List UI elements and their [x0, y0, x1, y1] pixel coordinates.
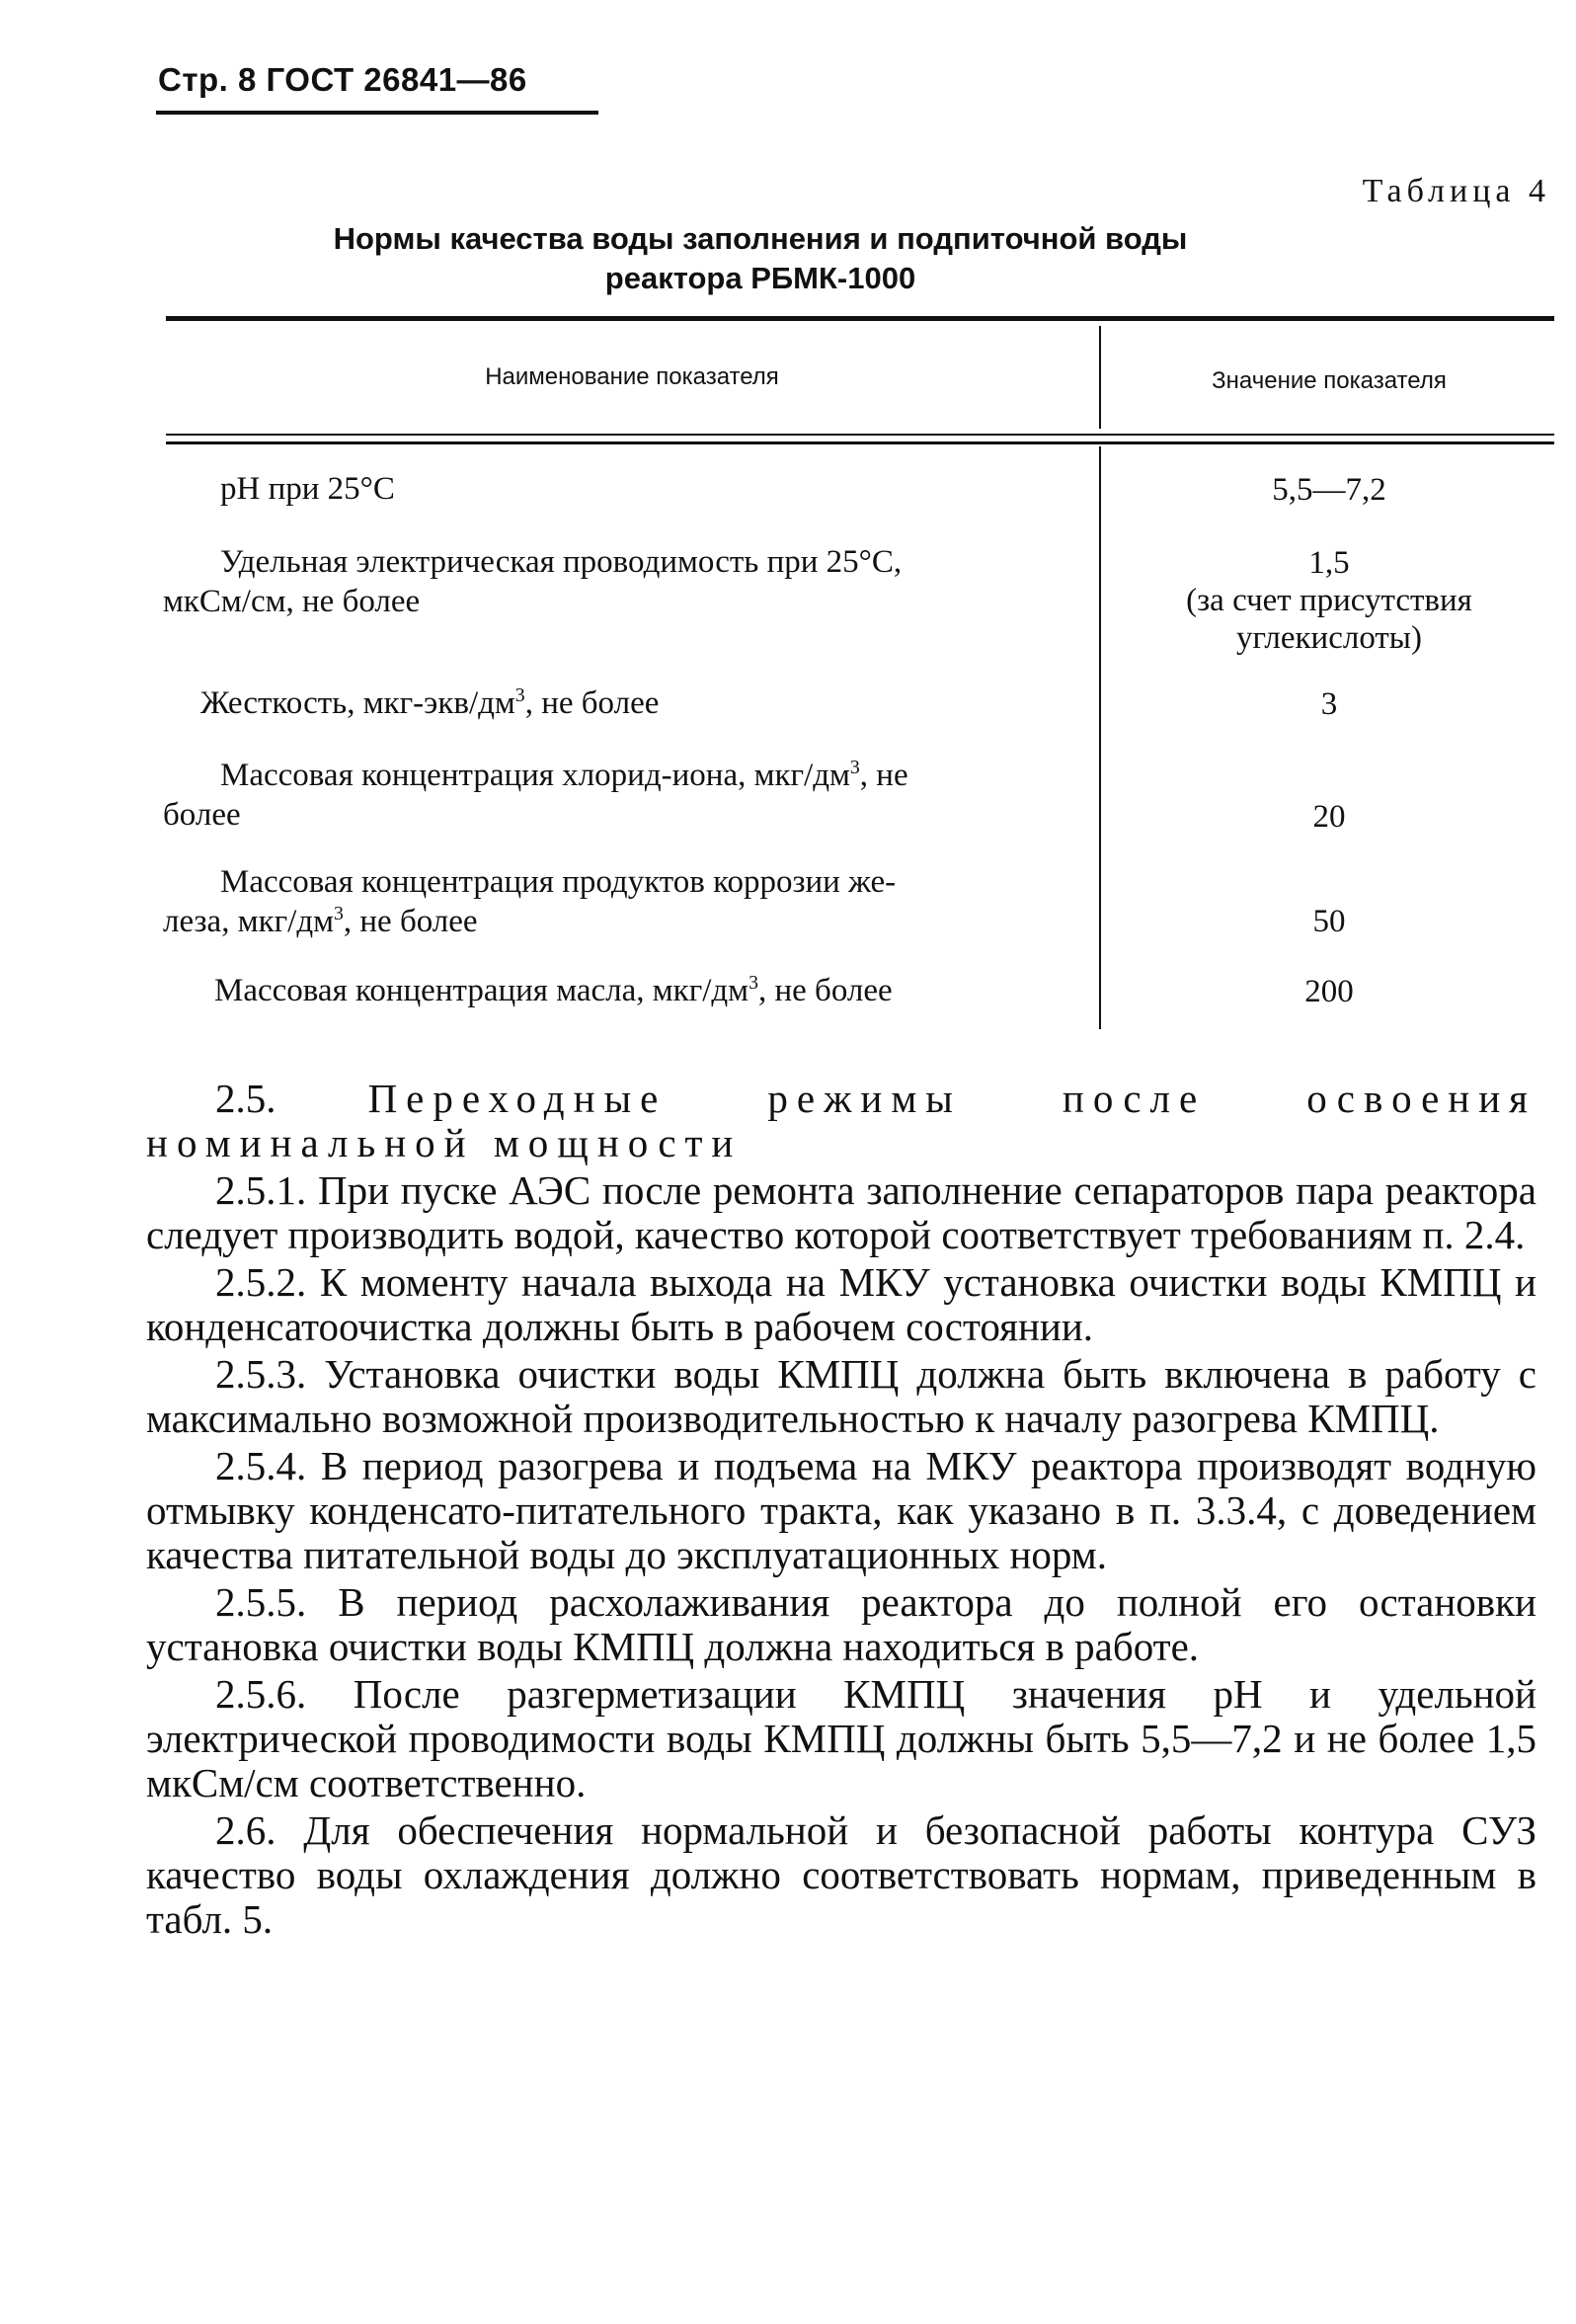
table-row-name	[163, 683, 1069, 723]
section-body	[146, 1077, 1537, 1945]
table-row-name	[163, 971, 1069, 1010]
row-2-value-line-1: 1,5	[1308, 545, 1350, 581]
page-header: Стр. 8 ГОСТ 26841—86	[158, 61, 527, 98]
paragraph-2-5-4: 2.5.4. В период разогрева и подъема на МКУ реактора производят водную отмывку конденсато-питательного тракта, как указано в п. 3.3.4, с доведением качества питательной воды до эксплуатационных норм.	[146, 1443, 1537, 1577]
row-5-name-line-1: Массовая концентрация продуктов коррозии же-	[220, 864, 897, 900]
body-column-divider	[1099, 446, 1101, 1029]
table-row-value	[1104, 471, 1554, 509]
paragraph-2-6: 2.6. Для обеспечения нормальной и безопасной работы контура СУЗ качество воды охлаждения должно соответствовать нормам, приведенным в табл. 5.	[146, 1807, 1537, 1942]
table-title-line-2: реактора РБМК-1000	[604, 261, 916, 295]
row-2-name-line-2: мкСм/см, не более	[163, 584, 421, 619]
table-row-value	[1104, 544, 1554, 657]
row-5-value: 50	[1312, 904, 1346, 939]
table-label: Таблица 4	[1362, 173, 1550, 209]
row-6-superscript: 3	[749, 972, 758, 994]
section-heading-text: Переходные режимы после освоения номинальной мощности	[146, 1076, 1537, 1165]
header-underline	[156, 111, 598, 115]
row-2-name-line-1: Удельная электрическая проводимость при 25°С,	[220, 544, 903, 580]
table-row-name	[163, 756, 1069, 835]
table-top-rule	[166, 316, 1554, 321]
table-row-value	[1104, 685, 1554, 723]
table-row-name	[163, 542, 1069, 621]
paragraph-2-5-5: 2.5.5. В период расхолаживания реактора до полной его остановки установка очистки воды КМПЦ должна находиться в работе.	[146, 1579, 1537, 1669]
row-2-value-line-3: углекислоты)	[1236, 620, 1422, 656]
row-5-name-line-2: леза, мкг/$дм^3$, не более	[163, 903, 478, 939]
row-3-superscript: 3	[514, 684, 525, 706]
table-row-value	[1104, 798, 1554, 836]
paragraph-2-5-6: 2.5.6. После разгерметизации КМПЦ значения pH и удельной электрической проводимости воды КМПЦ должны быть 5,5—7,2 и не более 1,5 мкСм/см соответственно.	[146, 1671, 1537, 1805]
row-2-value-line-2: (за счет присутствия	[1186, 583, 1472, 618]
table-title	[158, 219, 1363, 298]
column-header-value: Значение показателя	[1212, 367, 1447, 394]
table-row-value	[1104, 903, 1554, 940]
paragraph-2-5-1: 2.5.1. При пуске АЭС после ремонта заполнение сепараторов пара реактора следует производить водой, качество которой соответствует требованиям п. 2.4.	[146, 1167, 1537, 1257]
row-1-name: pH при 25°C	[220, 471, 395, 507]
row-3-name: Жесткость, мкг-экв/дм	[200, 685, 515, 721]
column-header-name: Наименование показателя	[485, 363, 779, 390]
paragraph-2-5-3: 2.5.3. Установка очистки воды КМПЦ должна быть включена в работу с максимально возможной производительностью к началу разогрева КМПЦ.	[146, 1351, 1537, 1441]
section-heading	[146, 1077, 1537, 1165]
header-double-rule-bottom	[166, 441, 1554, 444]
row-1-value: 5,5—7,2	[1272, 472, 1386, 508]
header-column-divider	[1099, 326, 1101, 429]
row-4-name-line-1: Массовая концентрация хлорид-иона, мкг/$дм^3$, не	[220, 757, 908, 793]
row-6-value: 200	[1304, 974, 1354, 1009]
row-4-name-line-2: более	[163, 797, 241, 833]
row-4-value: 20	[1312, 799, 1346, 835]
row-3-name-tail: , не более	[524, 685, 660, 721]
row-6-name-tail: , не более	[757, 973, 893, 1008]
table-title-line-1: Нормы качества воды заполнения и подпиточной воды	[333, 221, 1188, 256]
row-3-value: 3	[1320, 686, 1338, 722]
row-6-name: Массовая концентрация масла, мкг/дм	[214, 973, 749, 1008]
table-row-name	[163, 862, 1069, 941]
paragraph-2-5-2: 2.5.2. К моменту начала выхода на МКУ установка очистки воды КМПЦ и конденсатоочистка должны быть в рабочем состоянии.	[146, 1259, 1537, 1349]
table-row-value	[1104, 973, 1554, 1010]
section-heading-number: 2.5.	[215, 1076, 276, 1121]
header-double-rule-top	[166, 434, 1554, 436]
table-row-name	[163, 469, 1069, 509]
